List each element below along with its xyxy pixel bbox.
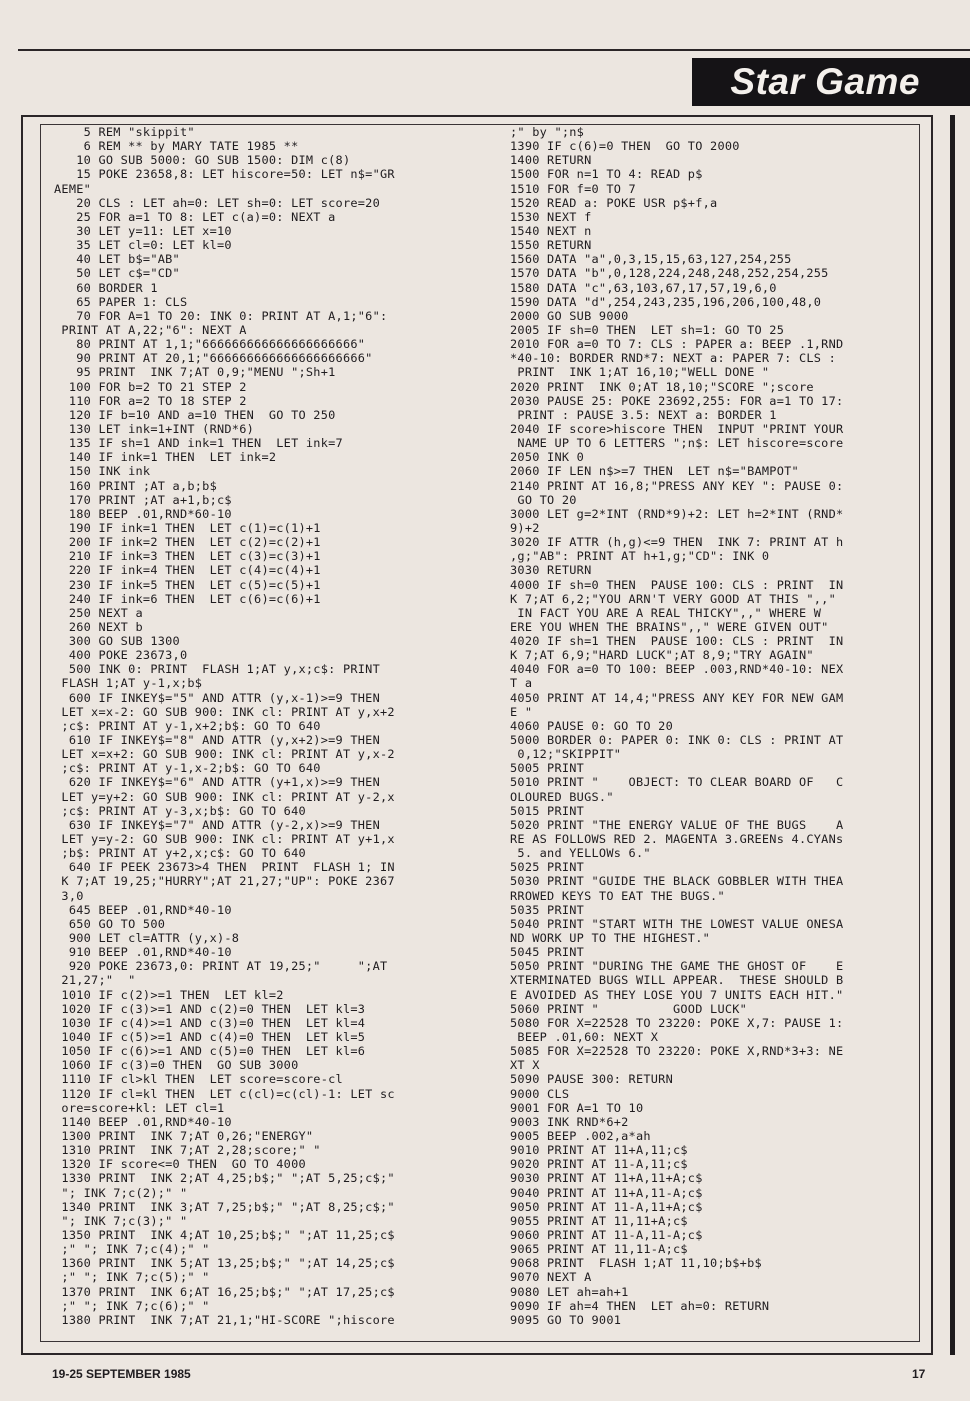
code-line: 4020 IF sh=1 THEN PAUSE 100: CLS : PRINT IN	[510, 634, 844, 649]
code-line: 90 PRINT AT 20,1;"666666666666666666666"	[54, 351, 373, 366]
code-line: OLOURED BUGS."	[510, 789, 614, 804]
code-line: 9050 PRINT AT 11-A,11+A;c$	[510, 1199, 703, 1214]
code-line: 1580 DATA "c",63,103,67,17,57,19,6,0	[510, 280, 777, 295]
code-line: 1120 IF cl=kl THEN LET c(cl)=c(cl)-1: LET sc	[54, 1086, 395, 1101]
code-line: LET y=y+2: GO SUB 900: INK cl: PRINT AT y-2,x	[54, 789, 395, 804]
code-line: 2000 GO SUB 9000	[510, 308, 629, 323]
code-line: ,g;"AB": PRINT AT h+1,g;"CD": INK 0	[510, 549, 770, 564]
code-line: 5 REM "skippit"	[54, 125, 195, 139]
code-line: XTERMINATED BUGS WILL APPEAR. THESE SHOULD B	[510, 973, 844, 988]
code-line: 9020 PRINT AT 11-A,11;c$	[510, 1157, 688, 1172]
code-line: 80 PRINT AT 1,1;"666666666666666666666"	[54, 337, 366, 352]
code-line: 9095 GO TO 9001	[510, 1312, 622, 1327]
code-line: 2040 IF score>hiscore THEN INPUT "PRINT YOUR	[510, 421, 844, 436]
code-line: 65 PAPER 1: CLS	[54, 294, 188, 309]
code-line: 910 BEEP .01,RND*40-10	[54, 945, 232, 960]
code-line: 30 LET y=11: LET x=10	[54, 223, 232, 238]
code-line: 5. and YELLOWs 6."	[510, 846, 651, 861]
code-line: 260 NEXT b	[54, 619, 143, 634]
code-line: 1020 IF c(3)>=1 AND c(2)=0 THEN LET kl=3	[54, 1001, 366, 1016]
code-line: 0,12;"SKIPPIT"	[510, 747, 622, 762]
code-line: 640 IF PEEK 23673>4 THEN PRINT FLASH 1; IN	[54, 860, 395, 875]
code-line: 9065 PRINT AT 11,11-A;c$	[510, 1242, 688, 1257]
code-line: 610 IF INKEY$="8" AND ATTR (y,x+2)>=9 THEN	[54, 733, 380, 748]
code-line: 2140 PRINT AT 16,8;"PRESS ANY KEY ": PAUSE 0:	[510, 478, 844, 493]
code-line: 2005 IF sh=0 THEN LET sh=1: GO TO 25	[510, 322, 785, 337]
code-line: 9001 FOR A=1 TO 10	[510, 1100, 644, 1115]
code-line: 600 IF INKEY$="5" AND ATTR (y,x-1)>=9 THEN	[54, 690, 380, 705]
code-line: 1570 DATA "b",0,128,224,248,248,252,254,255	[510, 266, 829, 281]
code-line: PRINT : PAUSE 3.5: NEXT a: BORDER 1	[510, 407, 777, 422]
code-line: 3020 IF ATTR (h,g)<=9 THEN INK 7: PRINT AT h	[510, 535, 844, 550]
code-line: 5010 PRINT " OBJECT: TO CLEAR BOARD OF C	[510, 775, 844, 790]
code-line: 9000 CLS	[510, 1086, 570, 1101]
code-line: ;" "; INK 7;c(6);" "	[54, 1298, 210, 1313]
code-line: 170 PRINT ;AT a+1,b;c$	[54, 492, 232, 507]
code-line: 2030 PAUSE 25: POKE 23692,255: FOR a=1 TO 17:	[510, 393, 844, 408]
code-line: 210 IF ink=3 THEN LET c(3)=c(3)+1	[54, 549, 321, 564]
code-line: 220 IF ink=4 THEN LET c(4)=c(4)+1	[54, 563, 321, 578]
listing-column-right	[510, 125, 843, 1327]
page-number: 17	[912, 1367, 926, 1381]
issue-date: 19-25 SEPTEMBER 1985	[52, 1367, 191, 1381]
code-line: 150 INK ink	[54, 464, 151, 479]
code-line: 3000 LET g=2*INT (RND*9)+2: LET h=2*INT (RND*	[510, 506, 844, 521]
code-line: 180 BEEP .01,RND*60-10	[54, 506, 232, 521]
code-line: 5030 PRINT "GUIDE THE BLACK GOBBLER WITH THEA	[510, 874, 844, 889]
code-line: 250 NEXT a	[54, 605, 143, 620]
code-line: 5005 PRINT	[510, 761, 585, 776]
code-line: 1340 PRINT INK 3;AT 7,25;b$;" ";AT 8,25;c$;"	[54, 1199, 395, 1214]
code-line: 5050 PRINT "DURING THE GAME THE GHOST OF E	[510, 959, 844, 974]
code-line: 1030 IF c(4)>=1 AND c(3)=0 THEN LET kl=4	[54, 1015, 366, 1030]
code-line: 135 IF sh=1 AND ink=1 THEN LET ink=7	[54, 436, 343, 451]
code-line: GO TO 20	[510, 492, 577, 507]
code-line: 60 BORDER 1	[54, 280, 158, 295]
code-line: 5085 FOR X=22528 TO 23220: POKE X,RND*3+3: NE	[510, 1044, 844, 1059]
code-line: ;" by ";n$	[510, 125, 585, 139]
code-line: FLASH 1;AT y-1,x;b$	[54, 676, 203, 691]
code-line: 9005 BEEP .002,a*ah	[510, 1128, 651, 1143]
code-line: 9)+2	[510, 520, 540, 535]
code-line: 650 GO TO 500	[54, 916, 166, 931]
code-line: 130 LET ink=1+INT (RND*6)	[54, 421, 255, 436]
code-line: 400 POKE 23673,0	[54, 648, 188, 663]
code-line: 5000 BORDER 0: PAPER 0: INK 0: CLS : PRINT AT	[510, 733, 844, 748]
code-line: 200 IF ink=2 THEN LET c(2)=c(2)+1	[54, 535, 321, 550]
code-line: RROWED KEYS TO EAT THE BUGS."	[510, 888, 725, 903]
code-line: 5015 PRINT	[510, 803, 585, 818]
code-line: 5060 PRINT " GOOD LUCK"	[510, 1001, 748, 1016]
code-line: 5025 PRINT	[510, 860, 585, 875]
code-line: 25 FOR a=1 TO 8: LET c(a)=0: NEXT a	[54, 209, 336, 224]
code-line: "; INK 7;c(2);" "	[54, 1185, 188, 1200]
code-line: 1350 PRINT INK 4;AT 10,25;b$;" ";AT 11,25;c$	[54, 1227, 395, 1242]
code-line: 9068 PRINT FLASH 1;AT 11,10;b$+b$	[510, 1256, 762, 1271]
code-line: 9060 PRINT AT 11-A,11-A;c$	[510, 1227, 703, 1242]
code-line: "; INK 7;c(3);" "	[54, 1213, 188, 1228]
listing-column-left	[54, 125, 395, 1327]
code-line: 15 POKE 23658,8: LET hiscore=50: LET n$="GR	[54, 167, 395, 182]
code-line: RE AS FOLLOWS RED 2. MAGENTA 3.GREENs 4.CYANs	[510, 832, 844, 847]
code-line: 20 CLS : LET ah=0: LET sh=0: LET score=20	[54, 195, 380, 210]
code-line: 5090 PAUSE 300: RETURN	[510, 1072, 673, 1087]
code-line: 35 LET cl=0: LET kl=0	[54, 238, 232, 253]
code-line: ;c$: PRINT AT y-1,x+2;b$: GO TO 640	[54, 718, 321, 733]
code-line: 110 FOR a=2 TO 18 STEP 2	[54, 393, 247, 408]
code-line: 5080 FOR X=22528 TO 23220: POKE X,7: PAUSE 1:	[510, 1015, 844, 1030]
code-line: 4050 PRINT AT 14,4;"PRESS ANY KEY FOR NEW GAM	[510, 690, 844, 705]
code-line: 5045 PRINT	[510, 945, 585, 960]
code-line: 3030 RETURN	[510, 563, 592, 578]
code-line: ERE YOU WHEN THE BRAINS",," WERE GIVEN OUT"	[510, 619, 829, 634]
code-line: 1550 RETURN	[510, 238, 592, 253]
code-line: 9030 PRINT AT 11+A,11+A;c$	[510, 1171, 703, 1186]
code-line: 1040 IF c(5)>=1 AND c(4)=0 THEN LET kl=5	[54, 1030, 366, 1044]
code-line: 1510 FOR f=0 TO 7	[510, 181, 636, 196]
code-line: 10 GO SUB 5000: GO SUB 1500: DIM c(8)	[54, 153, 351, 168]
code-line: 1320 IF score<=0 THEN GO TO 4000	[54, 1157, 306, 1172]
code-line: 1050 IF c(6)>=1 AND c(5)=0 THEN LET kl=6	[54, 1044, 366, 1059]
code-line: 2050 INK 0	[510, 450, 585, 465]
code-line: 9070 NEXT A	[510, 1270, 592, 1285]
code-line: XT X	[510, 1058, 540, 1073]
code-line: ;c$: PRINT AT y-3,x;b$: GO TO 640	[54, 803, 306, 818]
code-line: E "	[510, 704, 533, 719]
code-line: 4000 IF sh=0 THEN PAUSE 100: CLS : PRINT IN	[510, 577, 844, 592]
code-line: K 7;AT 6,2;"YOU ARN'T VERY GOOD AT THIS ",,"	[510, 591, 836, 606]
code-line: 9003 INK RND*6+2	[510, 1114, 629, 1129]
code-line: 630 IF INKEY$="7" AND ATTR (y-2,x)>=9 THEN	[54, 817, 380, 832]
code-line: E AVOIDED AS THEY LOSE YOU 7 UNITS EACH HIT."	[510, 987, 844, 1002]
code-line: ;" "; INK 7;c(4);" "	[54, 1242, 210, 1257]
code-line: LET y=y-2: GO SUB 900: INK cl: PRINT AT y+1,x	[54, 832, 395, 847]
code-line: 1390 IF c(6)=0 THEN GO TO 2000	[510, 139, 740, 154]
code-line: ;c$: PRINT AT y-1,x-2;b$: GO TO 640	[54, 761, 321, 776]
code-line: 2020 PRINT INK 0;AT 18,10;"SCORE ";score	[510, 379, 814, 394]
code-line: AEME"	[54, 181, 92, 196]
code-line: ore=score+kl: LET cl=1	[54, 1100, 225, 1115]
page-title: Star Game	[692, 58, 970, 106]
code-line: ;" "; INK 7;c(5);" "	[54, 1270, 210, 1285]
code-line: 50 LET c$="CD"	[54, 266, 180, 281]
code-line: 140 IF ink=1 THEN LET ink=2	[54, 450, 277, 465]
code-line: 9055 PRINT AT 11,11+A;c$	[510, 1213, 688, 1228]
code-line: PRINT AT A,22;"6": NEXT A	[54, 322, 247, 337]
code-line: 1140 BEEP .01,RND*40-10	[54, 1114, 232, 1129]
code-line: 230 IF ink=5 THEN LET c(5)=c(5)+1	[54, 577, 321, 592]
code-line: 9080 LET ah=ah+1	[510, 1284, 629, 1299]
code-line: 620 IF INKEY$="6" AND ATTR (y+1,x)>=9 THEN	[54, 775, 380, 790]
code-line: 1530 NEXT f	[510, 209, 592, 224]
code-line: 1310 PRINT INK 7;AT 2,28;score;" "	[54, 1143, 321, 1158]
code-line: 2060 IF LEN n$>=7 THEN LET n$="BAMPOT"	[510, 464, 799, 479]
code-line: LET x=x+2: GO SUB 900: INK cl: PRINT AT y,x-2	[54, 747, 395, 762]
right-margin-bar	[950, 115, 955, 1355]
code-line: 1520 READ a: POKE USR p$+f,a	[510, 195, 718, 210]
code-line: T a	[510, 676, 533, 691]
code-line: NAME UP TO 6 LETTERS ";n$: LET hiscore=score	[510, 436, 844, 451]
code-line: 1060 IF c(3)=0 THEN GO SUB 3000	[54, 1058, 299, 1073]
code-line: 1330 PRINT INK 2;AT 4,25;b$;" ";AT 5,25;c$;"	[54, 1171, 395, 1186]
code-line: 40 LET b$="AB"	[54, 252, 180, 267]
code-line: IN FACT YOU ARE A REAL THICKY",," WHERE W	[510, 605, 822, 620]
code-line: 920 POKE 23673,0: PRINT AT 19,25;" ";AT	[54, 959, 388, 974]
code-line: BEEP .01,60: NEXT X	[510, 1030, 659, 1044]
code-line: K 7;AT 6,9;"HARD LUCK";AT 8,9;"TRY AGAIN"	[510, 648, 814, 663]
code-line: K 7;AT 19,25;"HURRY";AT 21,27;"UP": POKE 2367	[54, 874, 395, 889]
code-line: 100 FOR b=2 TO 21 STEP 2	[54, 379, 247, 394]
code-line: 1380 PRINT INK 7;AT 21,1;"HI-SCORE ";hiscore	[54, 1312, 395, 1327]
code-line: 9010 PRINT AT 11+A,11;c$	[510, 1143, 688, 1158]
code-line: *40-10: BORDER RND*7: NEXT a: PAPER 7: CLS :	[510, 351, 836, 366]
code-line: 1560 DATA "a",0,3,15,15,63,127,254,255	[510, 252, 792, 267]
code-line: 1500 FOR n=1 TO 4: READ p$	[510, 167, 703, 182]
code-line: ;b$: PRINT AT y+2,x;c$: GO TO 640	[54, 846, 306, 861]
code-line: 9090 IF ah=4 THEN LET ah=0: RETURN	[510, 1298, 770, 1313]
code-line: 70 FOR A=1 TO 20: INK 0: PRINT AT A,1;"6":	[54, 308, 388, 323]
code-line: 2010 FOR a=0 TO 7: CLS : PAPER a: BEEP .1,RND	[510, 337, 844, 352]
code-line: 190 IF ink=1 THEN LET c(1)=c(1)+1	[54, 520, 321, 535]
code-line: 120 IF b=10 AND a=10 THEN GO TO 250	[54, 407, 336, 422]
code-line: PRINT INK 1;AT 16,10;"WELL DONE "	[510, 365, 770, 380]
code-line: 4060 PAUSE 0: GO TO 20	[510, 718, 673, 733]
code-line: 1370 PRINT INK 6;AT 16,25;b$;" ";AT 17,25;c$	[54, 1284, 395, 1299]
top-rule	[18, 49, 970, 51]
code-line: 300 GO SUB 1300	[54, 634, 180, 649]
code-line: 1010 IF c(2)>=1 THEN LET kl=2	[54, 987, 284, 1002]
code-line: 95 PRINT INK 7;AT 0,9;"MENU ";Sh+1	[54, 365, 336, 380]
code-line: 5040 PRINT "START WITH THE LOWEST VALUE ONESA	[510, 916, 844, 931]
code-line: 1110 IF cl>kl THEN LET score=score-cl	[54, 1072, 343, 1087]
code-line: 21,27;" "	[54, 973, 136, 988]
code-line: 240 IF ink=6 THEN LET c(6)=c(6)+1	[54, 591, 321, 606]
code-line: 9040 PRINT AT 11+A,11-A;c$	[510, 1185, 703, 1200]
code-line: 3,0	[54, 888, 84, 903]
code-line: 900 LET cl=ATTR (y,x)-8	[54, 931, 240, 946]
code-line: ND WORK UP TO THE HIGHEST."	[510, 931, 711, 946]
code-line: 5035 PRINT	[510, 902, 585, 917]
code-line: 6 REM ** by MARY TATE 1985 **	[54, 139, 299, 154]
code-line: 1360 PRINT INK 5;AT 13,25;b$;" ";AT 14,25;c$	[54, 1256, 395, 1271]
code-line: 5020 PRINT "THE ENERGY VALUE OF THE BUGS A	[510, 817, 844, 832]
code-line: 1540 NEXT n	[510, 223, 592, 238]
code-line: 645 BEEP .01,RND*40-10	[54, 902, 232, 917]
code-line: 160 PRINT ;AT a,b;b$	[54, 478, 217, 493]
code-line: 1590 DATA "d",254,243,235,196,206,100,48,0	[510, 294, 822, 309]
code-line: 1400 RETURN	[510, 153, 592, 168]
code-line: 500 INK 0: PRINT FLASH 1;AT y,x;c$: PRINT	[54, 662, 380, 677]
code-line: 1300 PRINT INK 7;AT 0,26;"ENERGY"	[54, 1128, 314, 1143]
code-line: 4040 FOR a=0 TO 100: BEEP .003,RND*40-10: NEX	[510, 662, 844, 677]
code-line: LET x=x-2: GO SUB 900: INK cl: PRINT AT y,x+2	[54, 704, 395, 719]
